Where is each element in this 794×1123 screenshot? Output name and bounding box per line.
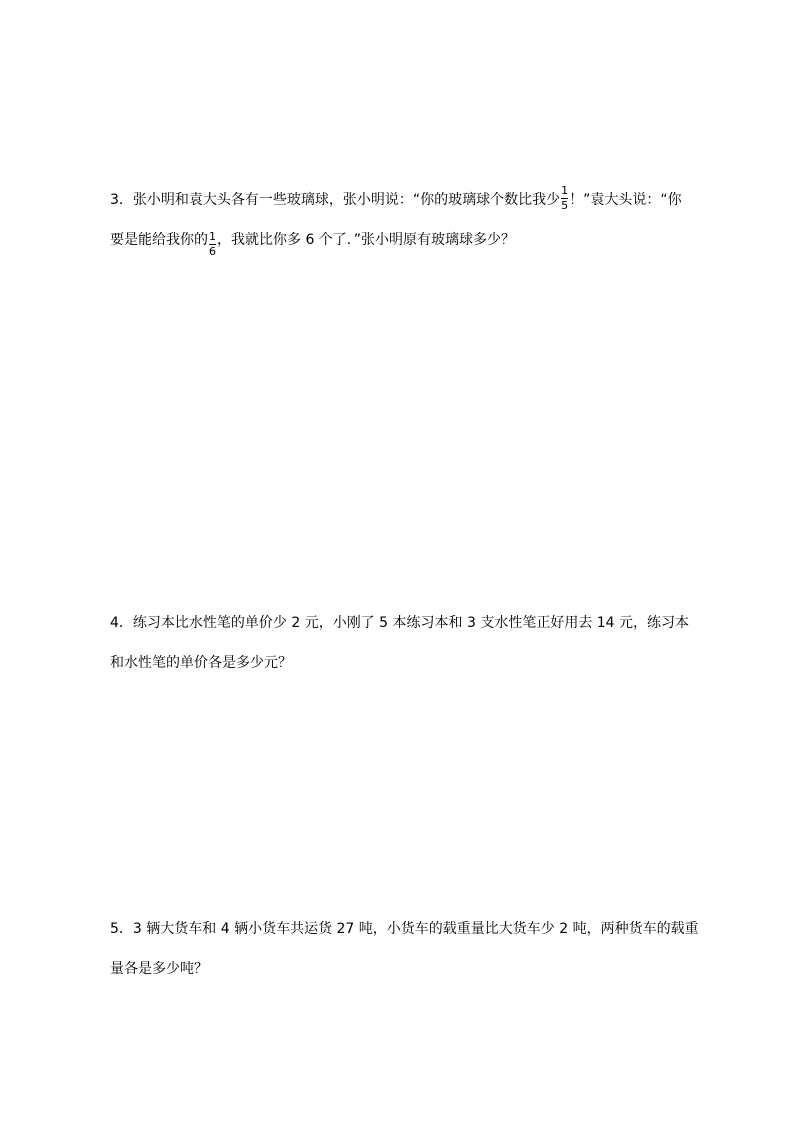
fraction-one-sixth	[208, 230, 217, 258]
problem-3-line-2-text-b: ，我就比你多 6 个了．”张小明原有玻璃球多少？	[217, 232, 516, 248]
problem-3-line-2	[110, 230, 516, 258]
problem-4-line-2: 和水性笔的单价各是多少元？	[110, 655, 292, 671]
fraction-denominator: 6	[209, 245, 216, 258]
fraction-denominator: 5	[561, 199, 569, 212]
problem-3-line-1-text-a: 3．张小明和袁大头各有一些玻璃球，张小明说：“你的玻璃球个数比我少	[110, 192, 561, 208]
problem-4-line-1: 4．练习本比水性笔的单价少 2 元，小刚了 5 本练习本和 3 支水性笔正好用去 14 元，练习本	[110, 615, 690, 631]
problem-3-line-1-text-b: ！”袁大头说：“你	[569, 192, 682, 208]
problem-3-line-1	[110, 184, 682, 212]
fraction-numerator: 1	[209, 230, 216, 243]
problem-5-line-2: 量各是多少吨？	[110, 961, 208, 977]
problem-3-line-2-text-a: 要是能给我你的	[110, 232, 208, 248]
fraction-one-fifth	[560, 184, 569, 212]
problem-5-line-1: 5．3 辆大货车和 4 辆小货车共运货 27 吨，小货车的载重量比大货车少 2 吨，两种货车的载重	[110, 921, 699, 937]
fraction-numerator: 1	[561, 184, 569, 197]
